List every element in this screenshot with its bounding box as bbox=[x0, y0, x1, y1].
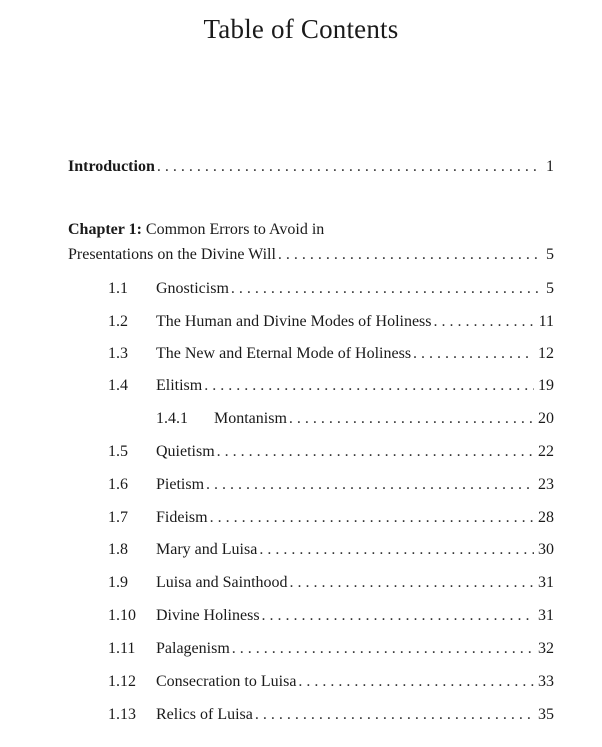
toc-entry-page: 1 bbox=[546, 158, 554, 175]
section-number: 1.13 bbox=[108, 706, 136, 723]
toc-entry-section[interactable] bbox=[108, 540, 554, 560]
dot-leader bbox=[298, 672, 534, 692]
section-page: 32 bbox=[538, 640, 554, 657]
section-page: 5 bbox=[546, 280, 554, 297]
section-number: 1.5 bbox=[108, 443, 128, 460]
dot-leader bbox=[232, 639, 534, 659]
section-label: Mary and Luisa bbox=[156, 541, 258, 558]
section-page: 28 bbox=[538, 509, 554, 526]
section-page: 11 bbox=[538, 313, 554, 330]
chapter-number: Chapter 1: bbox=[68, 221, 142, 238]
toc-entry-label: Introduction bbox=[68, 158, 155, 175]
section-page: 23 bbox=[538, 476, 554, 493]
toc-entry-chapter-1[interactable] bbox=[68, 245, 554, 265]
section-page: 22 bbox=[538, 443, 554, 460]
toc-entry-section[interactable] bbox=[108, 508, 554, 528]
dot-leader bbox=[413, 344, 534, 364]
section-label: The New and Eternal Mode of Holiness bbox=[156, 345, 412, 362]
toc-entry-section[interactable] bbox=[108, 475, 554, 495]
section-number: 1.7 bbox=[108, 509, 128, 526]
toc-entry-section[interactable] bbox=[108, 344, 554, 364]
toc-entry-section[interactable] bbox=[108, 312, 554, 332]
section-number: 1.10 bbox=[108, 607, 136, 624]
toc-entry-section[interactable] bbox=[108, 672, 554, 692]
section-page: 30 bbox=[538, 541, 554, 558]
toc-entry-section[interactable] bbox=[108, 606, 554, 626]
section-label: Pietism bbox=[156, 476, 205, 493]
section-number: 1.4 bbox=[108, 377, 128, 394]
section-number: 1.1 bbox=[108, 280, 128, 297]
dot-leader bbox=[217, 442, 534, 462]
section-label: Fideism bbox=[156, 509, 208, 526]
dot-leader bbox=[210, 508, 534, 528]
section-page: 12 bbox=[538, 345, 554, 362]
section-page: 35 bbox=[538, 706, 554, 723]
section-page: 19 bbox=[538, 377, 554, 394]
chapter-title-line-1: Common Errors to Avoid in bbox=[141, 221, 325, 238]
toc-entry-chapter-1-heading[interactable] bbox=[68, 220, 324, 240]
dot-leader bbox=[278, 245, 542, 265]
dot-leader bbox=[206, 475, 534, 495]
section-label: Gnosticism bbox=[156, 280, 229, 297]
section-label: Relics of Luisa bbox=[156, 706, 253, 723]
toc-entry-section[interactable] bbox=[108, 705, 554, 725]
dot-leader bbox=[255, 705, 534, 725]
toc-entry-introduction[interactable] bbox=[68, 157, 554, 177]
dot-leader bbox=[289, 409, 534, 429]
section-number: 1.11 bbox=[108, 640, 136, 657]
dot-leader bbox=[262, 606, 534, 626]
section-label: Montanism bbox=[214, 410, 287, 427]
section-label: The Human and Divine Modes of Holiness bbox=[156, 313, 432, 330]
section-number: 1.12 bbox=[108, 673, 136, 690]
dot-leader bbox=[434, 312, 535, 332]
toc-entry-page: 5 bbox=[546, 246, 554, 263]
section-label: Palagenism bbox=[156, 640, 230, 657]
toc-entry-subsection[interactable] bbox=[156, 409, 554, 429]
dot-leader bbox=[290, 573, 534, 593]
section-label: Elitism bbox=[156, 377, 203, 394]
dot-leader bbox=[204, 376, 534, 396]
section-number: 1.6 bbox=[108, 476, 128, 493]
section-number: 1.8 bbox=[108, 541, 128, 558]
section-page: 33 bbox=[538, 673, 554, 690]
section-label: Consecration to Luisa bbox=[156, 673, 297, 690]
dot-leader bbox=[157, 157, 542, 177]
section-page: 31 bbox=[538, 574, 554, 591]
dot-leader bbox=[259, 540, 534, 560]
toc-entry-section[interactable] bbox=[108, 279, 554, 299]
page-title: Table of Contents bbox=[203, 14, 399, 44]
chapter-title-line-2: Presentations on the Divine Will bbox=[68, 246, 276, 263]
section-number: 1.3 bbox=[108, 345, 128, 362]
toc-entry-section[interactable] bbox=[108, 442, 554, 462]
section-label: Luisa and Sainthood bbox=[156, 574, 288, 591]
section-page: 20 bbox=[538, 410, 554, 427]
section-label: Quietism bbox=[156, 443, 215, 460]
dot-leader bbox=[231, 279, 542, 299]
section-label: Divine Holiness bbox=[156, 607, 260, 624]
toc-entry-section[interactable] bbox=[108, 573, 554, 593]
section-number: 1.9 bbox=[108, 574, 128, 591]
section-number: 1.2 bbox=[108, 313, 128, 330]
toc-entry-section[interactable] bbox=[108, 639, 554, 659]
toc-entry-section[interactable] bbox=[108, 376, 554, 396]
section-page: 31 bbox=[538, 607, 554, 624]
section-number: 1.4.1 bbox=[156, 410, 188, 427]
